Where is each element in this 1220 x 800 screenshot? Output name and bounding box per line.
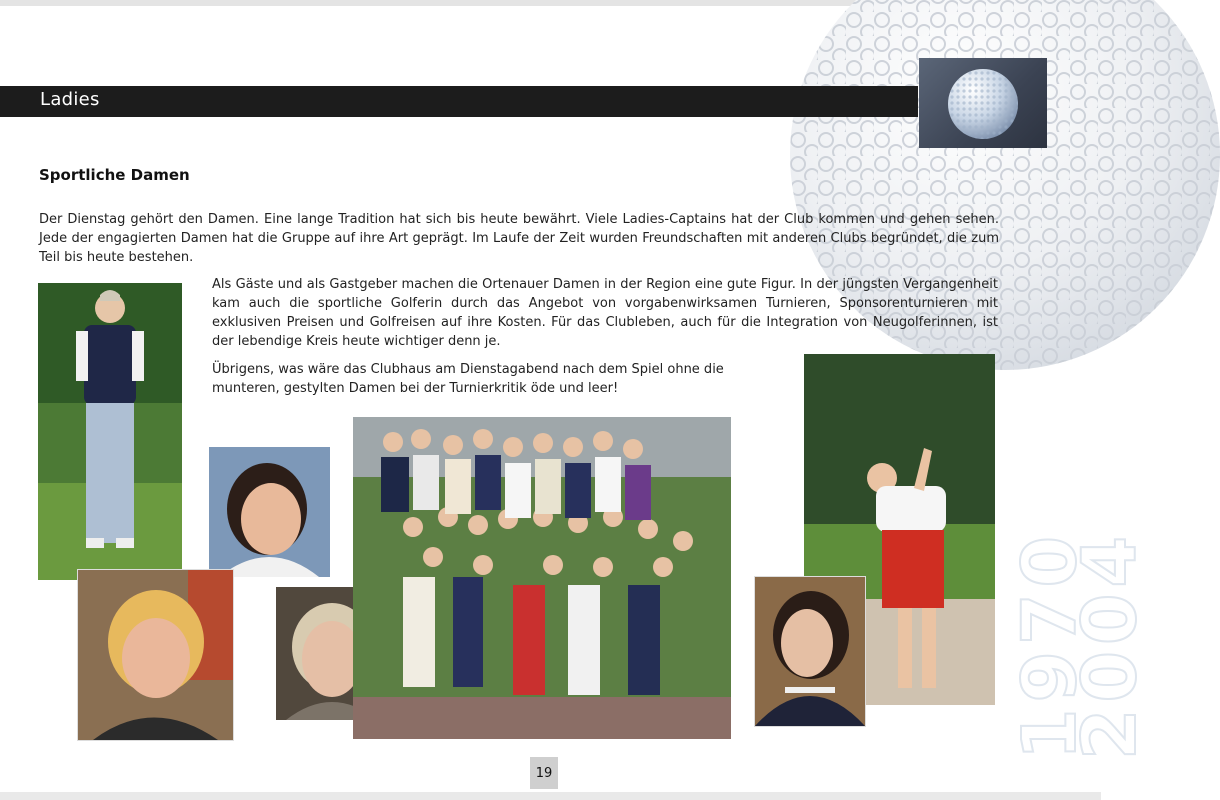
- page-edge-bottom: [0, 792, 1101, 800]
- page-title: Ladies: [40, 89, 100, 110]
- photo-walking-golfer: [38, 283, 182, 580]
- photo-portrait-blonde: [77, 569, 234, 741]
- intro-paragraph: Der Dienstag gehört den Damen. Eine lange Tradition hat sich bis heute bewährt. Viele Ladies-Captains hat der Club kommen und gehen sehen. Jede der engagierten Damen hat die Gruppe auf ihre Art geprägt. Im Laufe der Zeit wurden Freundschaften mit anderen Clubs begründet, die zum Teil bis heute bestehen.: [39, 212, 999, 265]
- second-paragraph: Als Gäste und als Gastgeber machen die Ortenauer Damen in der Region eine gute Figur. In der jüngsten Vergangenheit kam auch die sportliche Golferin durch das Angebot von vorgabenwirksamen Turnieren, Sponsorenturnieren mit exklusiven Preisen und Golfreisen auf ihre Kosten. Für das Clubleben, auch für die Integration von Neugolferinnen, ist der lebendige Kreis heute wichtiger denn je.: [212, 277, 998, 349]
- year-watermark: 1970 2004: [1007, 530, 1153, 760]
- page-number: 19: [535, 766, 553, 781]
- photo-portrait-dark-hair: [209, 447, 330, 577]
- section-heading: Sportliche Damen: [39, 166, 190, 184]
- photo-ladies-group: [353, 417, 731, 739]
- third-paragraph: Übrigens, was wäre das Clubhaus am Dienstagabend nach dem Spiel ohne die munteren, gestylten Damen bei der Turnierkritik öde und leer!: [212, 362, 724, 396]
- header-bar: [0, 86, 918, 117]
- golf-ball-photo: [919, 58, 1047, 148]
- photo-portrait-brunette: [754, 576, 866, 727]
